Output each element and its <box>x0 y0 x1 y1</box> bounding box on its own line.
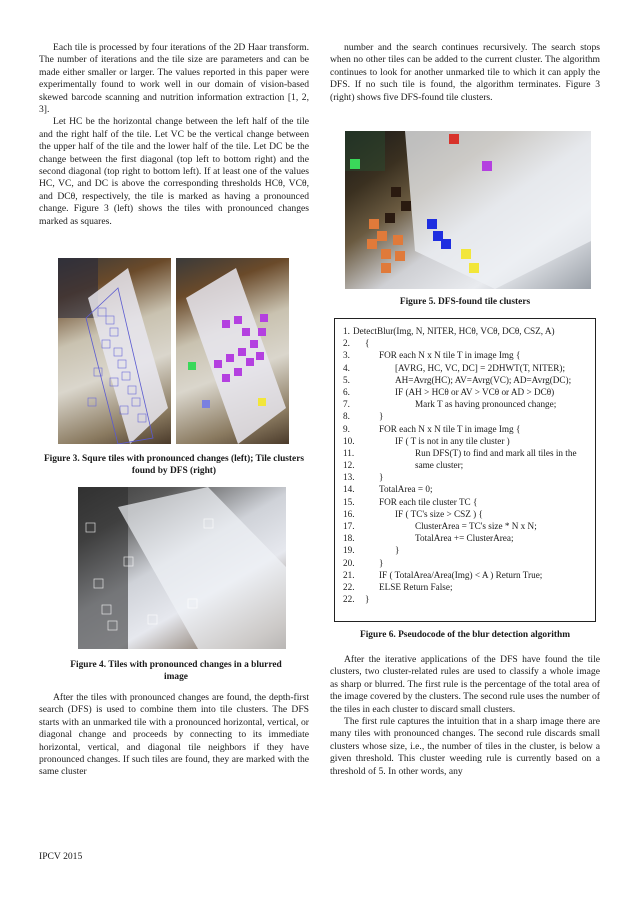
pseudocode-line-number: 13. <box>343 472 355 483</box>
pseudocode-line-number: 11. <box>343 447 355 458</box>
pseudocode-line-text: FOR each tile cluster TC { <box>379 496 478 507</box>
pseudocode-line-text: IF (AH > HCθ or AV > VCθ or AD > DCθ) <box>395 386 555 397</box>
pseudocode-line-text: ClusterArea = TC's size * N x N; <box>415 521 537 531</box>
pseudocode-line-number: 3. <box>343 350 350 361</box>
pseudocode-line <box>343 544 587 556</box>
pseudocode-line-text: TotalArea += ClusterArea; <box>415 533 514 544</box>
figure-4-image <box>78 487 286 649</box>
figure-5-image <box>345 131 591 289</box>
pseudocode-line-number: 12. <box>343 460 355 471</box>
pseudocode-line-number: 19. <box>343 545 355 556</box>
pseudocode-line-text: [AVRG, HC, VC, DC] = 2DHWT(T, NITER); <box>395 362 566 373</box>
pseudocode-line-text: } <box>379 557 384 568</box>
pseudocode-line-text: } <box>379 411 384 422</box>
pseudocode-line-text: FOR each N x N tile T in image Img { <box>379 350 521 361</box>
pseudocode-line-text: Run DFS(T) to find and mark all tiles in the <box>415 447 577 458</box>
pseudocode-line-text: IF ( TC's size > CSZ ) { <box>395 508 483 519</box>
pseudocode-line <box>343 410 587 422</box>
pseudocode-line-text: DetectBlur(Img, N, NITER, HCθ, VCθ, DCθ, CSZ, A) <box>353 326 555 336</box>
pseudocode-line-number: 20. <box>343 557 355 568</box>
pseudocode-line-number: 22. <box>343 594 355 605</box>
figure-3-right-image <box>176 258 289 444</box>
pseudocode-line <box>343 459 587 471</box>
pseudocode-line-number: 21. <box>343 569 355 580</box>
pseudocode-line <box>343 423 587 435</box>
pseudocode-line <box>343 520 587 532</box>
pseudocode-line-text: same cluster; <box>415 460 464 471</box>
figure-6-caption: Figure 6. Pseudocode of the blur detection algorithm <box>359 630 571 640</box>
figure-3-caption: Figure 3. Squre tiles with pronounced changes (left); Tile clusters found by DFS (right) <box>43 454 305 476</box>
right-column <box>330 42 600 104</box>
pseudocode-line <box>343 447 587 459</box>
pseudocode-line-number: 10. <box>343 435 355 446</box>
pseudocode-line-text: IF ( TotalArea/Area(Img) < A ) Return True; <box>379 569 543 580</box>
pseudocode-line-number: 7. <box>343 399 350 410</box>
pseudocode-line-text: } <box>379 472 384 483</box>
paragraph-haar-iterations: Each tile is processed by four iterations of the 2D Haar transform. The number of iterations and the tile size are parameters and can be made either smaller or larger. The values reported in this paper were experimentally found to work well in our domain of vision-based skewed barcode scanning and nutrition information extraction [1, 2, 3]. <box>39 42 309 116</box>
pseudocode-line <box>343 557 587 569</box>
pseudocode-line-number: 2. <box>343 338 350 349</box>
pseudocode-line-number: 4. <box>343 362 350 373</box>
left-column <box>39 42 309 228</box>
pseudocode-line-number: 14. <box>343 484 355 495</box>
pseudocode-line-text: } <box>395 545 400 556</box>
pseudocode-line <box>343 593 587 605</box>
pseudocode-line-number: 16. <box>343 508 355 519</box>
pseudocode-line <box>343 337 587 349</box>
pseudocode-line-number: 17. <box>343 521 355 531</box>
paragraph-cluster-rules: After the iterative applications of the DFS have found the tile clusters, two cluster-related rules are used to classify a whole image as sharp or blurred. The first rule is the percentage of the total area of the image covered by the clusters. The second rule uses the number of the tiles in each cluster to discard small clusters. <box>330 654 600 715</box>
pseudocode-line-number: 1. <box>343 326 350 336</box>
pseudocode-line <box>343 349 587 361</box>
pseudocode-line-number: 8. <box>343 411 350 422</box>
pseudocode-line <box>343 496 587 508</box>
pseudocode-line-text: } <box>365 594 370 605</box>
pseudocode-line <box>343 569 587 581</box>
right-column-bottom <box>330 654 600 778</box>
pseudocode-line-text: AH=Avrg(HC); AV=Avrg(VC); AD=Avrg(DC); <box>395 374 572 385</box>
pseudocode-line <box>343 362 587 374</box>
pseudocode-line <box>343 325 587 337</box>
left-column-bottom <box>39 692 309 779</box>
pseudocode-line <box>343 532 587 544</box>
paragraph-dfs-continue: number and the search continues recursively. The search stops when no other tiles can be added to the current cluster. The algorithm continues to look for another unmarked tile to which it can apply the DFS. If no such tile is found, the algorithm terminates. Figure 3 (right) shows five DFS-found tile clusters. <box>330 42 600 103</box>
pseudocode-line-number: 5. <box>343 374 350 385</box>
pseudocode-line <box>343 581 587 593</box>
pseudocode-line-number: 22. <box>343 581 355 592</box>
pseudocode-line <box>343 435 587 447</box>
pseudocode-line-text: Mark T as having pronounced change; <box>415 399 557 410</box>
figure-5-caption: Figure 5. DFS-found tile clusters <box>399 297 531 307</box>
pseudocode-line-text: ELSE Return False; <box>379 581 453 592</box>
pseudocode-line-number: 15. <box>343 496 355 507</box>
pseudocode-line <box>343 398 587 410</box>
paragraph-first-rule: The first rule captures the intuition that in a sharp image there are many tiles with pronounced changes. The second rule discards small clusters whose size, i.e., the number of tiles in the cluster, is below a given threshold. This cluster weeding rule is currently based on a threshold of 5. In other words, any <box>330 716 600 777</box>
figure-4-caption: Figure 4. Tiles with pronounced changes in a blurred image <box>70 660 282 682</box>
pseudocode-line <box>343 471 587 483</box>
pseudocode-line-text: TotalArea = 0; <box>379 484 433 495</box>
pseudocode-line <box>343 483 587 495</box>
paragraph-change-definitions: Let HC be the horizontal change between the left half of the tile and the right half of the tile. Let VC be the vertical change between the upper half of the tile and the lower half of the tile. Let DC be the change between the first diagonal (top left to bottom right) and the second diagonal (top right to bottom left). If at least one of the values HC, VC, and DC is above the corresponding thresholds HCθ, VCθ, and DCθ, respectively, the tile is marked as having a pronounced change. Figure 3 (left) shows the tiles with pronounced changes marked as squares. <box>39 116 309 227</box>
pseudocode-line-text: FOR each N x N tile T in image Img { <box>379 423 521 434</box>
pseudocode-line-number: 6. <box>343 386 350 397</box>
pseudocode-line <box>343 508 587 520</box>
pseudocode-box <box>334 318 596 622</box>
pseudocode-line-number: 9. <box>343 423 350 434</box>
figure-3-left-image <box>58 258 171 444</box>
footer-venue: IPCV 2015 <box>39 851 83 862</box>
pseudocode-line-number: 18. <box>343 533 355 544</box>
pseudocode-line-text: { <box>365 338 370 349</box>
pseudocode-line <box>343 386 587 398</box>
pseudocode-line <box>343 374 587 386</box>
paragraph-dfs-intro: After the tiles with pronounced changes are found, the depth-first search (DFS) is used to combine them into tile clusters. The DFS starts with an unmarked tile with a pronounced horizontal, vertical, or diagonal change and proceeds by connecting to its immediate horizontal, vertical, and diagonal tile neighbors if they have pronounced changes. If such tiles are found, they are marked with the same cluster <box>39 692 309 778</box>
pseudocode-line-text: IF ( T is not in any tile cluster ) <box>395 435 510 446</box>
